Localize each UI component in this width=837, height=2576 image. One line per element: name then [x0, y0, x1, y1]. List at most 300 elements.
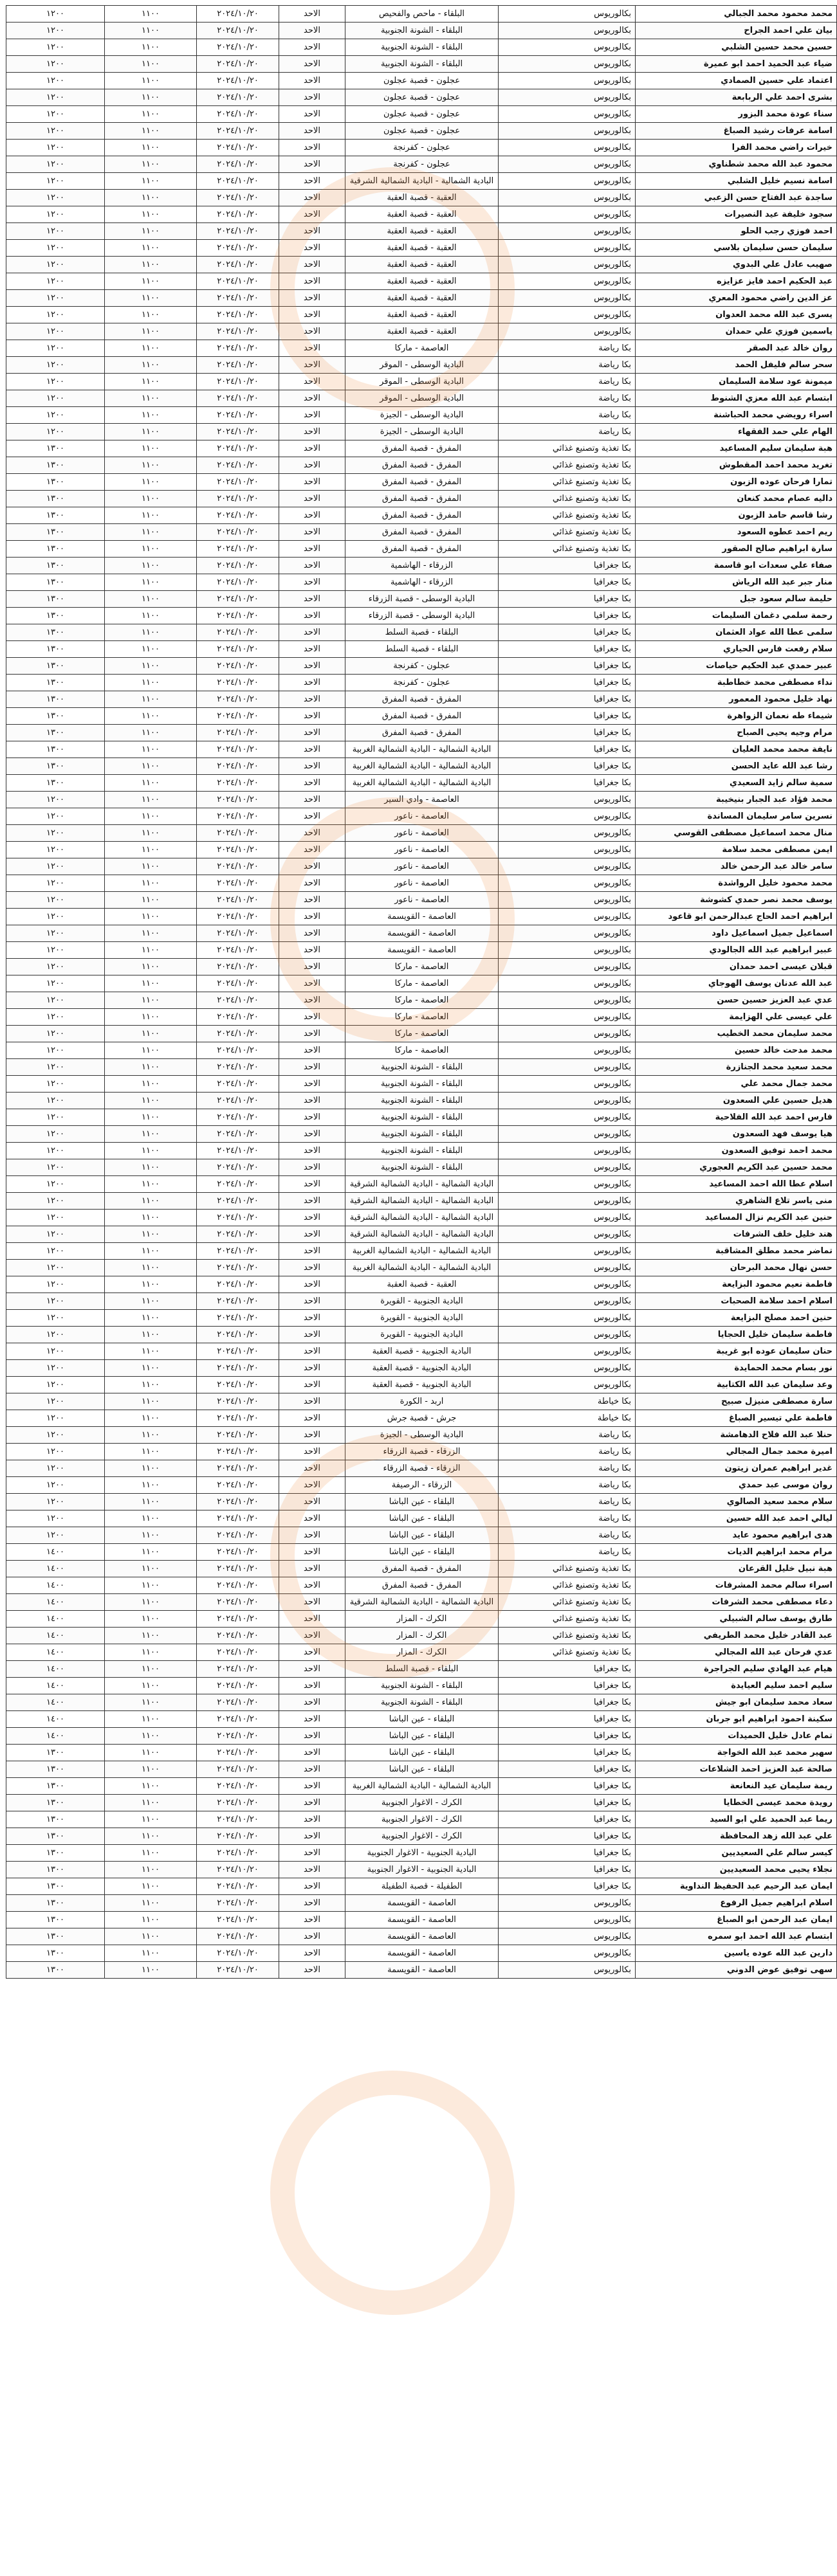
exam-date-cell: ٢٠٢٤/١٠/٢٠: [197, 1561, 279, 1577]
table-row: [6, 858, 837, 875]
directorate-cell: البادية الوسطى - الموقر: [345, 390, 499, 407]
directorate-cell: الزرقاء - الرصيفة: [345, 1477, 499, 1494]
fee-value-cell: ١١٠٠: [105, 89, 197, 106]
candidate-name-cell: سكينة احمود ابراهيم ابو جربان: [636, 1711, 837, 1728]
total-value-cell: ١٢٠٠: [6, 1293, 105, 1310]
fee-value-cell: ١١٠٠: [105, 708, 197, 725]
candidate-name-cell: نايفة محمد محمد العليان: [636, 741, 837, 758]
directorate-cell: البادية الشمالية - البادية الشمالية الشرقية: [345, 1193, 499, 1210]
fee-value-cell: ١١٠٠: [105, 1009, 197, 1026]
specialization-cell: بكا جغرافيا: [499, 558, 636, 574]
total-value-cell: ١٣٠٠: [6, 1828, 105, 1845]
candidate-name-cell: حليمة سالم سعود جبل: [636, 591, 837, 608]
directorate-cell: البادية الوسطى - قصبة الزرقاء: [345, 608, 499, 624]
fee-value-cell: ١١٠٠: [105, 1143, 197, 1159]
total-value-cell: ١٣٠٠: [6, 658, 105, 675]
candidate-name-cell: سارة ابراهيم صالح الصقور: [636, 541, 837, 558]
table-row: [6, 474, 837, 491]
exam-day-cell: الاحد: [279, 1243, 345, 1260]
specialization-cell: بكا رياضة: [499, 1494, 636, 1510]
candidate-name-cell: هديل حسين علي السعدون: [636, 1093, 837, 1109]
fee-value-cell: ١١٠٠: [105, 340, 197, 357]
table-row: [6, 240, 837, 257]
directorate-cell: البادية الشمالية - البادية الشمالية الشرقية: [345, 1210, 499, 1226]
total-value-cell: ١٣٠٠: [6, 1878, 105, 1895]
specialization-cell: بكالوريوس: [499, 942, 636, 959]
total-value-cell: ١٢٠٠: [6, 1477, 105, 1494]
exam-date-cell: ٢٠٢٤/١٠/٢٠: [197, 1594, 279, 1611]
candidate-name-cell: سليمان حسن سليمان بلاسي: [636, 240, 837, 257]
exam-date-cell: ٢٠٢٤/١٠/٢٠: [197, 1260, 279, 1276]
directorate-cell: البلقاء - الشونة الجنوبية: [345, 1076, 499, 1093]
specialization-cell: بكا جغرافيا: [499, 1661, 636, 1678]
table-row: [6, 1912, 837, 1928]
exam-date-cell: ٢٠٢٤/١٠/٢٠: [197, 1510, 279, 1527]
fee-value-cell: ١١٠٠: [105, 842, 197, 858]
fee-value-cell: ١١٠٠: [105, 1427, 197, 1444]
table-row: [6, 1745, 837, 1761]
table-row: [6, 1343, 837, 1360]
candidate-name-cell: منى ياسر تلاع الشاهري: [636, 1193, 837, 1210]
specialization-cell: بكا تغذية وتصنيع غذائي: [499, 1644, 636, 1661]
exam-date-cell: ٢٠٢٤/١٠/٢٠: [197, 1176, 279, 1193]
candidate-name-cell: طارق يوسف سالم الشبيلي: [636, 1611, 837, 1628]
table-row: [6, 591, 837, 608]
directorate-cell: الزرقاء - الهاشمية: [345, 558, 499, 574]
table-row: [6, 992, 837, 1009]
table-row: [6, 792, 837, 808]
specialization-cell: بكا جغرافيا: [499, 708, 636, 725]
table-row: [6, 741, 837, 758]
candidate-name-cell: نداء مصطفى محمد خطاطبة: [636, 675, 837, 691]
total-value-cell: ١٢٠٠: [6, 1527, 105, 1544]
table-row: [6, 1076, 837, 1093]
table-row: [6, 1611, 837, 1628]
exam-day-cell: الاحد: [279, 1761, 345, 1778]
specialization-cell: بكالوريوس: [499, 909, 636, 925]
directorate-cell: البلقاء - عين الباشا: [345, 1544, 499, 1561]
fee-value-cell: ١١٠٠: [105, 1276, 197, 1293]
exam-date-cell: ٢٠٢٤/١٠/٢٠: [197, 1778, 279, 1795]
specialization-cell: بكا رياضة: [499, 1527, 636, 1544]
candidate-name-cell: اسلام عطا الله احمد المساعيد: [636, 1176, 837, 1193]
specialization-cell: بكا جغرافيا: [499, 1878, 636, 1895]
table-row: [6, 641, 837, 658]
table-row: [6, 1444, 837, 1460]
total-value-cell: ١٢٠٠: [6, 1410, 105, 1427]
directorate-cell: الزرقاء - الهاشمية: [345, 574, 499, 591]
candidate-name-cell: منال محمد اسماعيل مصطفى القوسي: [636, 825, 837, 842]
candidate-name-cell: ساجدة عبد الفتاح حسن الزعبي: [636, 190, 837, 206]
specialization-cell: بكالوريوس: [499, 1962, 636, 1979]
directorate-cell: البلقاء - عين الباشا: [345, 1745, 499, 1761]
directorate-cell: المفرق - قصبة المفرق: [345, 1561, 499, 1577]
exam-date-cell: ٢٠٢٤/١٠/٢٠: [197, 959, 279, 975]
specialization-cell: بكا تغذية وتصنيع غذائي: [499, 524, 636, 541]
exam-day-cell: الاحد: [279, 1343, 345, 1360]
candidate-name-cell: ايمان عبد الرحيم عبد الحفيظ النداوية: [636, 1878, 837, 1895]
specialization-cell: بكا جغرافيا: [499, 741, 636, 758]
candidate-name-cell: دارين عبد الله عوده ياسين: [636, 1945, 837, 1962]
directorate-cell: المفرق - قصبة المفرق: [345, 491, 499, 507]
exam-date-cell: ٢٠٢٤/١٠/٢٠: [197, 875, 279, 892]
table-row: [6, 290, 837, 307]
exam-date-cell: ٢٠٢٤/١٠/٢٠: [197, 474, 279, 491]
specialization-cell: بكالوريوس: [499, 1109, 636, 1126]
exam-date-cell: ٢٠٢٤/١٠/٢٠: [197, 6, 279, 23]
exam-day-cell: الاحد: [279, 457, 345, 474]
specialization-cell: بكالوريوس: [499, 925, 636, 942]
directorate-cell: البلقاء - عين الباشا: [345, 1494, 499, 1510]
total-value-cell: ١٢٠٠: [6, 39, 105, 56]
fee-value-cell: ١١٠٠: [105, 140, 197, 156]
exam-day-cell: الاحد: [279, 825, 345, 842]
fee-value-cell: ١١٠٠: [105, 457, 197, 474]
exam-day-cell: الاحد: [279, 842, 345, 858]
exam-date-cell: ٢٠٢٤/١٠/٢٠: [197, 73, 279, 89]
candidate-name-cell: سامر خالد عبد الرحمن خالد: [636, 858, 837, 875]
specialization-cell: بكا جغرافيا: [499, 574, 636, 591]
candidate-name-cell: خيرات راضي محمد الفرا: [636, 140, 837, 156]
candidate-name-cell: اسلام احمد سلامة الصحبات: [636, 1293, 837, 1310]
candidate-name-cell: علي عيسى علي الهزايمة: [636, 1009, 837, 1026]
candidate-name-cell: ليالي احمد عبد الله حسين: [636, 1510, 837, 1527]
total-value-cell: ١٢٠٠: [6, 1243, 105, 1260]
exam-day-cell: الاحد: [279, 1845, 345, 1862]
fee-value-cell: ١١٠٠: [105, 1176, 197, 1193]
exam-date-cell: ٢٠٢٤/١٠/٢٠: [197, 440, 279, 457]
fee-value-cell: ١١٠٠: [105, 691, 197, 708]
candidate-name-cell: ابراهيم احمد الحاج عبدالرحمن ابو قاعود: [636, 909, 837, 925]
total-value-cell: ١٢٠٠: [6, 975, 105, 992]
directorate-cell: عجلون - كفرنجة: [345, 675, 499, 691]
specialization-cell: بكالوريوس: [499, 89, 636, 106]
total-value-cell: ١٢٠٠: [6, 1143, 105, 1159]
total-value-cell: ١٢٠٠: [6, 1393, 105, 1410]
fee-value-cell: ١١٠٠: [105, 390, 197, 407]
specialization-cell: بكا جغرافيا: [499, 1711, 636, 1728]
fee-value-cell: ١١٠٠: [105, 1460, 197, 1477]
exam-day-cell: الاحد: [279, 925, 345, 942]
specialization-cell: بكالوريوس: [499, 1895, 636, 1912]
specialization-cell: بكا تغذية وتصنيع غذائي: [499, 457, 636, 474]
fee-value-cell: ١١٠٠: [105, 1661, 197, 1678]
exam-date-cell: ٢٠٢٤/١٠/٢٠: [197, 1377, 279, 1393]
directorate-cell: العاصمة - ماركا: [345, 1026, 499, 1042]
total-value-cell: ١٣٠٠: [6, 457, 105, 474]
exam-day-cell: الاحد: [279, 1210, 345, 1226]
candidate-name-cell: محمد سليمان محمد الخطيب: [636, 1026, 837, 1042]
exam-date-cell: ٢٠٢٤/١٠/٢٠: [197, 491, 279, 507]
exam-day-cell: الاحد: [279, 1427, 345, 1444]
candidate-name-cell: هند خليل خلف الشرفات: [636, 1226, 837, 1243]
exam-day-cell: الاحد: [279, 641, 345, 658]
total-value-cell: ١٤٠٠: [6, 1577, 105, 1594]
table-row: [6, 1042, 837, 1059]
total-value-cell: ١٢٠٠: [6, 1042, 105, 1059]
directorate-cell: البلقاء - عين الباشا: [345, 1527, 499, 1544]
fee-value-cell: ١١٠٠: [105, 173, 197, 190]
total-value-cell: ١٤٠٠: [6, 1544, 105, 1561]
directorate-cell: العاصمة - القويسمة: [345, 909, 499, 925]
exam-day-cell: الاحد: [279, 407, 345, 424]
specialization-cell: بكالوريوس: [499, 257, 636, 273]
total-value-cell: ١٢٠٠: [6, 992, 105, 1009]
fee-value-cell: ١١٠٠: [105, 641, 197, 658]
candidate-name-cell: داليه عصام محمد كنعان: [636, 491, 837, 507]
total-value-cell: ١٣٠٠: [6, 1962, 105, 1979]
exam-date-cell: ٢٠٢٤/١٠/٢٠: [197, 223, 279, 240]
fee-value-cell: ١١٠٠: [105, 675, 197, 691]
candidate-name-cell: حنان سليمان عوده ابو غريبة: [636, 1343, 837, 1360]
candidate-name-cell: محمد سعيد محمد الجنازرة: [636, 1059, 837, 1076]
specialization-cell: بكالوريوس: [499, 106, 636, 123]
exam-day-cell: الاحد: [279, 1711, 345, 1728]
exam-day-cell: الاحد: [279, 608, 345, 624]
directorate-cell: الكرك - المزار: [345, 1628, 499, 1644]
candidate-name-cell: عز الدين راضي محمود المعري: [636, 290, 837, 307]
exam-day-cell: الاحد: [279, 1460, 345, 1477]
directorate-cell: العاصمة - القويسمة: [345, 1945, 499, 1962]
specialization-cell: بكالوريوس: [499, 1945, 636, 1962]
fee-value-cell: ١١٠٠: [105, 658, 197, 675]
exam-date-cell: ٢٠٢٤/١٠/٢٠: [197, 1059, 279, 1076]
table-row: [6, 1577, 837, 1594]
exam-day-cell: الاحد: [279, 1644, 345, 1661]
total-value-cell: ١٣٠٠: [6, 491, 105, 507]
fee-value-cell: ١١٠٠: [105, 1310, 197, 1327]
fee-value-cell: ١١٠٠: [105, 1193, 197, 1210]
exam-date-cell: ٢٠٢٤/١٠/٢٠: [197, 1544, 279, 1561]
fee-value-cell: ١١٠٠: [105, 1561, 197, 1577]
table-row: [6, 273, 837, 290]
exam-day-cell: الاحد: [279, 374, 345, 390]
directorate-cell: المفرق - قصبة المفرق: [345, 541, 499, 558]
specialization-cell: بكا رياضة: [499, 424, 636, 440]
table-row: [6, 875, 837, 892]
exam-day-cell: الاحد: [279, 758, 345, 775]
fee-value-cell: ١١٠٠: [105, 1544, 197, 1561]
total-value-cell: ١٢٠٠: [6, 892, 105, 909]
directorate-cell: العاصمة - ناعور: [345, 892, 499, 909]
table-row: [6, 1527, 837, 1544]
directorate-cell: الكرك - الاغوار الجنوبية: [345, 1811, 499, 1828]
specialization-cell: بكالوريوس: [499, 1210, 636, 1226]
exam-date-cell: ٢٠٢٤/١٠/٢٠: [197, 507, 279, 524]
fee-value-cell: ١١٠٠: [105, 39, 197, 56]
specialization-cell: بكا جغرافيا: [499, 1828, 636, 1845]
specialization-cell: بكالوريوس: [499, 6, 636, 23]
total-value-cell: ١٢٠٠: [6, 6, 105, 23]
exam-day-cell: الاحد: [279, 1544, 345, 1561]
exam-date-cell: ٢٠٢٤/١٠/٢٠: [197, 390, 279, 407]
specialization-cell: بكا جغرافيا: [499, 1728, 636, 1745]
total-value-cell: ١٣٠٠: [6, 1795, 105, 1811]
directorate-cell: المفرق - قصبة المفرق: [345, 474, 499, 491]
exam-day-cell: الاحد: [279, 1527, 345, 1544]
exam-date-cell: ٢٠٢٤/١٠/٢٠: [197, 1243, 279, 1260]
candidate-name-cell: عبير حمدي عبد الحكيم حياصات: [636, 658, 837, 675]
specialization-cell: بكا جغرافيا: [499, 675, 636, 691]
exam-day-cell: الاحد: [279, 1126, 345, 1143]
total-value-cell: ١٣٠٠: [6, 558, 105, 574]
table-row: [6, 507, 837, 524]
table-row: [6, 1544, 837, 1561]
candidate-name-cell: سلام محمد سعيد الصالوي: [636, 1494, 837, 1510]
fee-value-cell: ١١٠٠: [105, 624, 197, 641]
total-value-cell: ١٢٠٠: [6, 1009, 105, 1026]
table-row: [6, 1862, 837, 1878]
directorate-cell: العقبة - قصبة العقبة: [345, 307, 499, 323]
directorate-cell: عجلون - كفرنجة: [345, 658, 499, 675]
exam-day-cell: الاحد: [279, 474, 345, 491]
table-row: [6, 541, 837, 558]
candidate-name-cell: هبة نبيل خليل القرعان: [636, 1561, 837, 1577]
fee-value-cell: ١١٠٠: [105, 875, 197, 892]
fee-value-cell: ١١٠٠: [105, 1711, 197, 1728]
exam-date-cell: ٢٠٢٤/١٠/٢٠: [197, 240, 279, 257]
directorate-cell: الكرك - الاغوار الجنوبية: [345, 1828, 499, 1845]
candidate-name-cell: ميمونة عود سلامة السليمان: [636, 374, 837, 390]
total-value-cell: ١٢٠٠: [6, 1260, 105, 1276]
total-value-cell: ١٢٠٠: [6, 240, 105, 257]
directorate-cell: البادية الجنوبية - القويرة: [345, 1327, 499, 1343]
fee-value-cell: ١١٠٠: [105, 1477, 197, 1494]
exam-day-cell: الاحد: [279, 507, 345, 524]
candidate-name-cell: ضياء عبد الحميد احمد ابو عميرة: [636, 56, 837, 73]
exam-date-cell: ٢٠٢٤/١٠/٢٠: [197, 1678, 279, 1694]
table-row: [6, 1928, 837, 1945]
exam-day-cell: الاحد: [279, 190, 345, 206]
fee-value-cell: ١١٠٠: [105, 1778, 197, 1795]
directorate-cell: البلقاء - عين الباشا: [345, 1761, 499, 1778]
fee-value-cell: ١١٠٠: [105, 1093, 197, 1109]
directorate-cell: العقبة - قصبة العقبة: [345, 223, 499, 240]
specialization-cell: بكالوريوس: [499, 23, 636, 39]
candidate-name-cell: صهيب عادل علي البدوي: [636, 257, 837, 273]
table-row: [6, 1895, 837, 1912]
directorate-cell: العاصمة - ماركا: [345, 1042, 499, 1059]
fee-value-cell: ١١٠٠: [105, 1811, 197, 1828]
specialization-cell: بكا رياضة: [499, 1427, 636, 1444]
total-value-cell: ١٣٠٠: [6, 1845, 105, 1862]
table-row: [6, 1811, 837, 1828]
total-value-cell: ١٢٠٠: [6, 1460, 105, 1477]
exam-day-cell: الاحد: [279, 942, 345, 959]
table-row: [6, 624, 837, 641]
directorate-cell: العقبة - قصبة العقبة: [345, 290, 499, 307]
table-row: [6, 1594, 837, 1611]
total-value-cell: ١٢٠٠: [6, 1226, 105, 1243]
fee-value-cell: ١١٠٠: [105, 273, 197, 290]
specialization-cell: بكا جغرافيا: [499, 758, 636, 775]
fee-value-cell: ١١٠٠: [105, 1845, 197, 1862]
specialization-cell: بكا جغرافيا: [499, 641, 636, 658]
total-value-cell: ١٣٠٠: [6, 1778, 105, 1795]
fee-value-cell: ١١٠٠: [105, 1360, 197, 1377]
total-value-cell: ١٢٠٠: [6, 959, 105, 975]
fee-value-cell: ١١٠٠: [105, 440, 197, 457]
directorate-cell: المفرق - قصبة المفرق: [345, 524, 499, 541]
fee-value-cell: ١١٠٠: [105, 909, 197, 925]
exam-date-cell: ٢٠٢٤/١٠/٢٠: [197, 1828, 279, 1845]
fee-value-cell: ١١٠٠: [105, 1945, 197, 1962]
table-row: [6, 1711, 837, 1728]
exam-day-cell: الاحد: [279, 1143, 345, 1159]
specialization-cell: بكا رياضة: [499, 1444, 636, 1460]
fee-value-cell: ١١٠٠: [105, 1628, 197, 1644]
specialization-cell: بكا رياضة: [499, 407, 636, 424]
fee-value-cell: ١١٠٠: [105, 591, 197, 608]
exam-day-cell: الاحد: [279, 541, 345, 558]
specialization-cell: بكالوريوس: [499, 1293, 636, 1310]
directorate-cell: العاصمة - ناعور: [345, 842, 499, 858]
specialization-cell: بكا رياضة: [499, 1544, 636, 1561]
specialization-cell: بكا رياضة: [499, 1460, 636, 1477]
table-row: [6, 156, 837, 173]
total-value-cell: ١٣٠٠: [6, 574, 105, 591]
exam-date-cell: ٢٠٢٤/١٠/٢٠: [197, 1878, 279, 1895]
exam-day-cell: الاحد: [279, 156, 345, 173]
total-value-cell: ١٤٠٠: [6, 1561, 105, 1577]
fee-value-cell: ١١٠٠: [105, 1828, 197, 1845]
directorate-cell: عجلون - قصبة عجلون: [345, 123, 499, 140]
total-value-cell: ١٢٠٠: [6, 307, 105, 323]
exam-date-cell: ٢٠٢٤/١٠/٢٠: [197, 1912, 279, 1928]
directorate-cell: العاصمة - ماركا: [345, 959, 499, 975]
total-value-cell: ١٢٠٠: [6, 842, 105, 858]
directorate-cell: البادية الجنوبية - القويرة: [345, 1293, 499, 1310]
exam-date-cell: ٢٠٢٤/١٠/٢٠: [197, 1895, 279, 1912]
exam-date-cell: ٢٠٢٤/١٠/٢٠: [197, 106, 279, 123]
directorate-cell: المفرق - قصبة المفرق: [345, 725, 499, 741]
directorate-cell: الطفيلة - قصبة الطفيلة: [345, 1878, 499, 1895]
table-row: [6, 1795, 837, 1811]
total-value-cell: ١٣٠٠: [6, 440, 105, 457]
fee-value-cell: ١١٠٠: [105, 1159, 197, 1176]
exam-day-cell: الاحد: [279, 1661, 345, 1678]
exam-day-cell: الاحد: [279, 1193, 345, 1210]
fee-value-cell: ١١٠٠: [105, 1862, 197, 1878]
exam-date-cell: ٢٠٢٤/١٠/٢٠: [197, 39, 279, 56]
exam-date-cell: ٢٠٢٤/١٠/٢٠: [197, 725, 279, 741]
exam-day-cell: الاحد: [279, 1226, 345, 1243]
total-value-cell: ١٣٠٠: [6, 675, 105, 691]
candidate-name-cell: كيسر سالم علي السعيديين: [636, 1845, 837, 1862]
fee-value-cell: ١١٠٠: [105, 1410, 197, 1427]
candidate-name-cell: نور بسام محمد الحمايدة: [636, 1360, 837, 1377]
specialization-cell: بكالوريوس: [499, 975, 636, 992]
total-value-cell: ١٢٠٠: [6, 23, 105, 39]
fee-value-cell: ١١٠٠: [105, 190, 197, 206]
exam-day-cell: الاحد: [279, 206, 345, 223]
total-value-cell: ١٣٠٠: [6, 1761, 105, 1778]
candidate-name-cell: هيا يوسف فهد السعدون: [636, 1126, 837, 1143]
exam-date-cell: ٢٠٢٤/١٠/٢٠: [197, 1444, 279, 1460]
table-row: [6, 1093, 837, 1109]
directorate-cell: العاصمة - القويسمة: [345, 1928, 499, 1945]
directorate-cell: العقبة - قصبة العقبة: [345, 190, 499, 206]
candidate-name-cell: غدير ابراهيم عمران زيتون: [636, 1460, 837, 1477]
exam-date-cell: ٢٠٢٤/١٠/٢٠: [197, 658, 279, 675]
exam-day-cell: الاحد: [279, 1912, 345, 1928]
exam-date-cell: ٢٠٢٤/١٠/٢٠: [197, 206, 279, 223]
table-row: [6, 1126, 837, 1143]
candidate-name-cell: مرام وجيه يحيى الصباح: [636, 725, 837, 741]
total-value-cell: ١٢٠٠: [6, 257, 105, 273]
fee-value-cell: ١١٠٠: [105, 223, 197, 240]
total-value-cell: ١٤٠٠: [6, 1728, 105, 1745]
